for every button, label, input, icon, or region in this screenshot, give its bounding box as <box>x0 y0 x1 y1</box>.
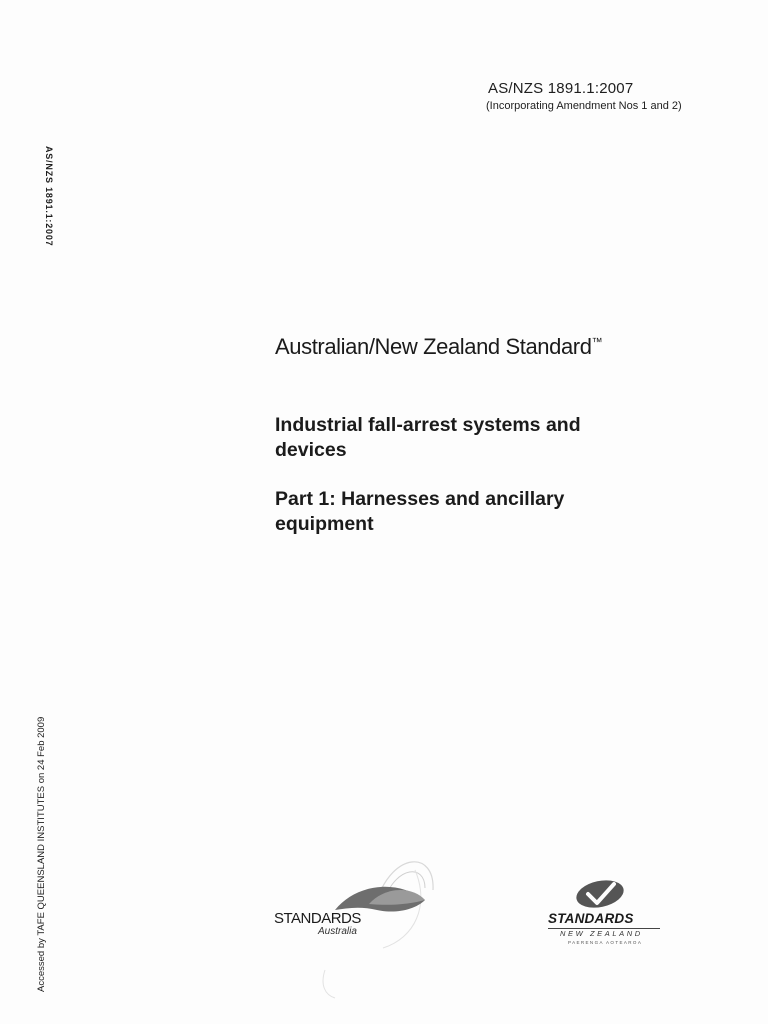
standards-nz-tick-icon <box>570 876 630 912</box>
standard-type-text: Australian/New Zealand Standard <box>275 334 592 359</box>
trademark-symbol: ™ <box>591 336 603 349</box>
standards-nz-sub: NEW ZEALAND <box>560 929 643 938</box>
standards-nz-name: STANDARDS <box>548 911 634 926</box>
amendment-note: (Incorporating Amendment Nos 1 and 2) <box>486 100 682 112</box>
standards-australia-name: STANDARDS <box>274 910 361 927</box>
access-watermark: Accessed by TAFE QUEENSLAND INSTITUTES on 24 Feb 2009 <box>36 716 47 992</box>
standards-nz-maori-sub: PAERENGA AOTEAROA <box>568 940 643 945</box>
standard-type-heading <box>275 334 603 360</box>
standards-australia-sub: Australia <box>318 926 357 937</box>
spine-standard-number: AS/NZS 1891.1:2007 <box>44 146 54 247</box>
standard-number: AS/NZS 1891.1:2007 <box>488 80 634 97</box>
document-part-title: Part 1: Harnesses and ancillary equipment <box>275 488 565 535</box>
document-title: Industrial fall-arrest systems and devices <box>275 414 581 461</box>
